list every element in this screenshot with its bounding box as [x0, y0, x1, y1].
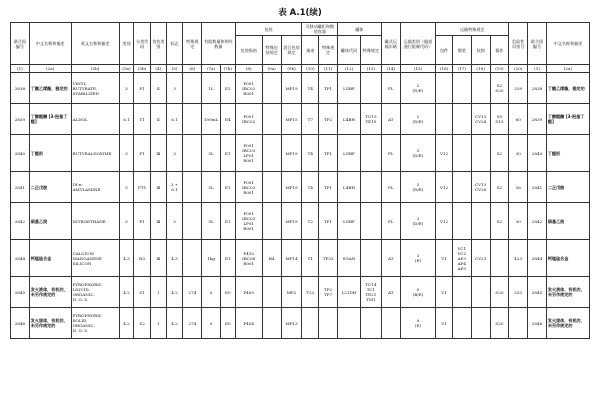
table-cell: 2845 [528, 277, 547, 308]
table-cell: LGBF [338, 73, 361, 104]
table-cell: CV13 CV28 [471, 104, 490, 135]
table-cell: 1kg [202, 240, 221, 277]
table-cell [471, 308, 490, 339]
table-cell: DI-n- AMYLAMINE [71, 172, 119, 203]
code-cell: (2b) [71, 65, 119, 73]
header-tank-code: 罐体代码 [338, 36, 361, 65]
table-cell [436, 73, 453, 104]
table-cell: MP19 [281, 172, 302, 203]
table-cell: 2842 [528, 203, 547, 240]
table-cell: 丁醛肟 [29, 135, 71, 172]
table-cell: CALCIUM MANGANESE SILICON [71, 240, 119, 277]
table-cell: 2846 [528, 308, 547, 339]
table-cell: 2844 [528, 240, 547, 277]
table-cell: E1 [220, 240, 235, 277]
table-cell: TP1 [319, 172, 338, 203]
header-mixed-pack: 混合包装规定 [281, 36, 302, 65]
table-cell: NITROETHANE [71, 203, 119, 240]
header-pack-instruction: 包装指南 [235, 36, 262, 65]
table-cell [471, 135, 490, 172]
table-cell [360, 203, 381, 240]
table-cell: 3 (D/E) [400, 172, 436, 203]
table-cell: 36 [509, 172, 528, 203]
table-cell: 二正戊胺 [29, 172, 71, 203]
table-cell: 3 [166, 135, 183, 172]
table-cell: MP19 [281, 73, 302, 104]
table-cell: 2838 [528, 73, 547, 104]
table-cell: 发火液体，有机的，未另作规定的 [546, 277, 589, 308]
table-cell: Ⅲ [151, 240, 167, 277]
table-cell: S2 [490, 203, 509, 240]
table-cell: 丁酸乙烯酯，稳定的 [29, 73, 71, 104]
table-cell: MP19 [281, 203, 302, 240]
table-cell: FL [381, 172, 400, 203]
table-cell: L4BH [338, 172, 361, 203]
table-cell: 硝基乙烷 [29, 203, 71, 240]
table-row [11, 172, 590, 203]
table-cell: T4 [302, 135, 319, 172]
table-cell [471, 203, 490, 240]
table-cell [452, 104, 471, 135]
dangerous-goods-table [10, 22, 590, 339]
table-cell: T22 [302, 277, 319, 308]
code-cell: (4) [151, 65, 167, 73]
table-cell: 2844 [11, 240, 30, 277]
table-cell [262, 135, 281, 172]
table-cell: VC1 VC2 AP3 AP4 AP5 [452, 240, 471, 277]
table-cell: 丁醇醛酮 [3-羟基丁醛] [29, 104, 71, 135]
table-cell: 丁醇醛酮 [3-羟基丁醛] [546, 104, 589, 135]
table-cell: W2 [134, 240, 151, 277]
table-cell: P404 [235, 308, 262, 339]
table-cell: V1 [436, 308, 453, 339]
header-bulk: 散装 [452, 36, 471, 65]
header-pack-group: 包装类别 [151, 23, 167, 65]
header-un-number-right: 联合国编号 [528, 23, 547, 65]
table-cell: CV23 [471, 240, 490, 277]
table-cell: 3 [119, 172, 134, 203]
table-body [11, 73, 590, 339]
table-cell: S2 S20 [490, 73, 509, 104]
code-cell: (14) [381, 65, 400, 73]
header-cn-name: 中文名称和描述 [29, 23, 71, 65]
table-row [11, 240, 590, 277]
table-cell [262, 277, 281, 308]
table-cell: 4.3 [119, 240, 134, 277]
table-cell: E0 [220, 308, 235, 339]
table-cell: SGAN [338, 240, 361, 277]
table-cell: 钙锰硅合金 [29, 240, 71, 277]
table-cell: MP2 [281, 277, 302, 308]
table-cell [452, 172, 471, 203]
table-cell: AT [381, 277, 400, 308]
table-row [11, 73, 590, 104]
table-cell [452, 73, 471, 104]
header-row-codes [11, 65, 590, 73]
table-cell [262, 104, 281, 135]
table-cell: TP1 [319, 73, 338, 104]
header-loading: 装卸 [471, 36, 490, 65]
table-cell [262, 203, 281, 240]
table-cell: Ⅲ [151, 172, 167, 203]
header-class-code: 分类代码 [134, 23, 151, 65]
table-cell: 2839 [528, 104, 547, 135]
code-cell: (13) [360, 65, 381, 73]
table-cell: TP2 [319, 104, 338, 135]
code-cell: (1) [528, 65, 547, 73]
table-cell: AT [381, 104, 400, 135]
table-cell: P001 IBC02 R001 [235, 73, 262, 104]
table-cell [262, 308, 281, 339]
table-cell [360, 308, 381, 339]
table-cell: 3 [119, 135, 134, 172]
header-row-groups [11, 23, 590, 36]
code-cell: (3a) [119, 65, 134, 73]
table-cell: FL [381, 135, 400, 172]
header-label: 标志 [166, 23, 183, 65]
table-cell [452, 203, 471, 240]
table-cell: V1 [436, 240, 453, 277]
table-cell: FL [381, 203, 400, 240]
table-cell: Ⅲ [151, 135, 167, 172]
table-cell: F1 [134, 203, 151, 240]
table-cell: TP33 [319, 240, 338, 277]
table-cell: P001 IBC03 LP01 R001 [235, 203, 262, 240]
table-cell [360, 135, 381, 172]
table-cell: 发火固体，有机的，未另作规定的 [29, 308, 71, 339]
table-cell: 0 (B/E) [400, 277, 436, 308]
table-cell [183, 203, 202, 240]
table-cell: TP1 [319, 203, 338, 240]
table-cell: 2842 [11, 203, 30, 240]
table-cell: MP15 [281, 104, 302, 135]
table-cell [262, 172, 281, 203]
code-cell: (2a) [546, 65, 589, 73]
table-cell: 274 [183, 277, 202, 308]
table-cell: 3 [166, 73, 183, 104]
table-cell: 丁醛肟 [546, 135, 589, 172]
table-row [11, 104, 590, 135]
table-cell: FT1 [134, 172, 151, 203]
header-transport-category: 运输类别（隧道通行限制代码） [400, 23, 436, 65]
table-cell: F1 [134, 135, 151, 172]
table-cell: 发火液体，有机的，未另作规定的 [29, 277, 71, 308]
code-cell: (20) [509, 65, 528, 73]
table-cell [183, 104, 202, 135]
table-cell [360, 240, 381, 277]
table-cell: S2 [490, 172, 509, 203]
table-cell: 339 [509, 73, 528, 104]
code-cell: (9b) [281, 65, 302, 73]
header-package: 包件 [436, 36, 453, 65]
table-cell: 发火固体，有机的，未另作规定的 [546, 308, 589, 339]
code-cell: (11) [319, 65, 338, 73]
table-cell: S20 [490, 277, 509, 308]
table-cell: L4BH [338, 104, 361, 135]
table-cell: BUTYRALDOXIME [71, 135, 119, 172]
table-cell: 30 [509, 203, 528, 240]
header-tank-special: 特殊规定 [319, 36, 338, 65]
table-cell: 2839 [11, 104, 30, 135]
table-row [11, 135, 590, 172]
code-cell: (10) [302, 65, 319, 73]
table-cell: LGBF [338, 135, 361, 172]
table-cell: E1 [220, 172, 235, 203]
table-cell: 423 [509, 240, 528, 277]
table-cell: S2 [490, 135, 509, 172]
table-cell [381, 308, 400, 339]
table-cell: Ⅱ [151, 104, 167, 135]
header-packaging-group: 包装 [235, 23, 302, 36]
table-cell: E1 [220, 135, 235, 172]
code-cell: (12) [338, 65, 361, 73]
header-vehicle-tank: 罐式运输车辆 [381, 23, 400, 65]
table-cell: 3 (E) [400, 240, 436, 277]
table-cell: 3 [119, 203, 134, 240]
table-cell: 3 [119, 73, 134, 104]
table-cell: 3 (D/E) [400, 135, 436, 172]
table-cell: 30 [509, 135, 528, 172]
table-cell: MP13 [281, 308, 302, 339]
table-cell [509, 308, 528, 339]
table-cell: V12 [436, 203, 453, 240]
table-cell: T2 [302, 203, 319, 240]
table-cell: T4 [302, 172, 319, 203]
table-cell: P001 IBC02 [235, 104, 262, 135]
table-cell: 2840 [11, 135, 30, 172]
header-class: 类别 [119, 23, 134, 65]
code-cell: (5) [166, 65, 183, 73]
table-cell: V1 [436, 277, 453, 308]
code-cell: (15) [400, 65, 436, 73]
header-un-number: 联合国编号 [11, 23, 30, 65]
table-cell [183, 240, 202, 277]
table-cell: 2841 [11, 172, 30, 203]
table-cell: 6.1 [166, 104, 183, 135]
table-cell [302, 308, 319, 339]
header-en-name: 英文名称和描述 [71, 23, 119, 65]
table-cell: P001 IBC03 R001 [235, 172, 262, 203]
table-cell: 60 [509, 104, 528, 135]
header-portable-tank-group: 可移动罐柜和散装容器 [302, 23, 338, 36]
table-cell [360, 172, 381, 203]
table-cell: 硝基乙烷 [546, 203, 589, 240]
table-cell: 333 [509, 277, 528, 308]
table-cell: 4.2 [119, 308, 134, 339]
code-cell: (18) [471, 65, 490, 73]
table-cell: TP2 TP7 [319, 277, 338, 308]
table-cell: ALDOL [71, 104, 119, 135]
table-cell [262, 73, 281, 104]
table-cell: AT [381, 240, 400, 277]
table-cell: 4.3 [166, 240, 183, 277]
table-cell: S9 S19 [490, 104, 509, 135]
table-cell: 100mL [202, 104, 221, 135]
header-special-group: 运输特殊规定 [436, 23, 509, 36]
table-cell [183, 172, 202, 203]
table-cell: P400 [235, 277, 262, 308]
table-cell: B4 [262, 240, 281, 277]
table-cell: 4.2 [166, 308, 183, 339]
table-cell: 5L [202, 172, 221, 203]
table-row [11, 277, 590, 308]
table-cell: E2 [220, 73, 235, 104]
table-cell: S2 [134, 308, 151, 339]
table-cell: 2 (D/E) [400, 73, 436, 104]
header-operation: 操作 [490, 36, 509, 65]
code-cell: (6) [183, 65, 202, 73]
code-cell: (9a) [262, 65, 281, 73]
code-cell: (17) [452, 65, 471, 73]
table-cell: E0 [220, 277, 235, 308]
header-limited-quantity: 有限数量和例外数量 [202, 23, 235, 65]
table-cell: F1 [134, 73, 151, 104]
header-cn-name-right: 中文名称和描述 [546, 23, 589, 65]
table-cell: 4.2 [119, 277, 134, 308]
header-tank-instruction: 指南 [302, 36, 319, 65]
code-cell: (2a) [29, 65, 71, 73]
table-cell: S1 [134, 277, 151, 308]
table-cell: T7 [302, 104, 319, 135]
table-cell [452, 277, 471, 308]
table-cell: T1 [134, 104, 151, 135]
table-cell: V12 [436, 172, 453, 203]
code-cell: (3b) [134, 65, 151, 73]
table-cell: 2841 [528, 172, 547, 203]
table-cell [360, 73, 381, 104]
table-cell: 2840 [528, 135, 547, 172]
table-cell: 6.1 [119, 104, 134, 135]
table-cell: 丁酸乙烯酯，稳定的 [546, 73, 589, 104]
table-cell: V12 [436, 135, 453, 172]
code-cell: (1) [11, 65, 30, 73]
table-cell: I [151, 277, 167, 308]
table-cell: 4.2 [166, 277, 183, 308]
header-hazard-id: 危险性识别号 [509, 23, 528, 65]
table-cell: TP1 [319, 135, 338, 172]
table-cell: 0 [202, 277, 221, 308]
table-cell [471, 277, 490, 308]
table-cell: 3 [166, 203, 183, 240]
table-cell: 2 (D/E) [400, 104, 436, 135]
table-cell: I [151, 308, 167, 339]
code-cell: (19) [490, 65, 509, 73]
table-cell: MP14 [281, 240, 302, 277]
table-cell [183, 135, 202, 172]
table-cell: T1 [302, 240, 319, 277]
header-tank-group: 罐体 [338, 23, 382, 36]
code-cell: (7b) [220, 65, 235, 73]
table-cell: TU15 TE19 [360, 104, 381, 135]
table-cell: CV13 CV28 [471, 172, 490, 203]
table-cell [319, 308, 338, 339]
table-title: 表 A.1(续) [278, 8, 322, 18]
table-cell: 2845 [11, 277, 30, 308]
table-cell: PYROPHORIC SOLID, ORGANIC, N. O. S. [71, 308, 119, 339]
table-cell: 5L [202, 135, 221, 172]
header-special-provisions: 特殊规定 [183, 23, 202, 65]
header-special-pack: 特殊包装规定 [262, 36, 281, 65]
table-cell [338, 308, 361, 339]
table-cell [183, 73, 202, 104]
table-cell: 5L [202, 203, 221, 240]
code-cell: (8) [235, 65, 262, 73]
table-row [11, 203, 590, 240]
table-cell [436, 104, 453, 135]
table-cell: L21DH [338, 277, 361, 308]
table-cell: 3 (D/E) [400, 203, 436, 240]
table-cell: LGBF [338, 203, 361, 240]
table-cell: 274 [183, 308, 202, 339]
table-cell: MP19 [281, 135, 302, 172]
table-row [11, 308, 590, 339]
table-cell: 二正戊胺 [546, 172, 589, 203]
header-tank-special-2: 特殊规定 [360, 36, 381, 65]
table-cell: Ⅱ [151, 73, 167, 104]
table-cell: S20 [490, 308, 509, 339]
table-cell: 2838 [11, 73, 30, 104]
table-cell: 1L [202, 73, 221, 104]
table-cell [452, 308, 471, 339]
table-cell: 0 (E) [400, 308, 436, 339]
table-cell: PYROPHORIC LIQUID, ORGANIC, N. O. S. [71, 277, 119, 308]
table-cell: E1 [220, 203, 235, 240]
table-cell: E4 [220, 104, 235, 135]
table-cell: TU14 TC1 TE21 TM1 [360, 277, 381, 308]
table-cell: 3 + 6.1 [166, 172, 183, 203]
code-cell: (16) [436, 65, 453, 73]
table-cell: T4 [302, 73, 319, 104]
table-cell [471, 73, 490, 104]
table-cell: FL [381, 73, 400, 104]
table-cell: 0 [202, 308, 221, 339]
table-cell: VINYL BUTYRATE, STABILIZED [71, 73, 119, 104]
table-cell [452, 135, 471, 172]
table-cell: Ⅲ [151, 203, 167, 240]
table-cell [490, 240, 509, 277]
table-cell: 钙锰硅合金 [546, 240, 589, 277]
table-cell: 2846 [11, 308, 30, 339]
table-cell: P001 IBC03 LP01 R001 [235, 135, 262, 172]
table-cell: P410 IBC08 R001 [235, 240, 262, 277]
code-cell: (7a) [202, 65, 221, 73]
